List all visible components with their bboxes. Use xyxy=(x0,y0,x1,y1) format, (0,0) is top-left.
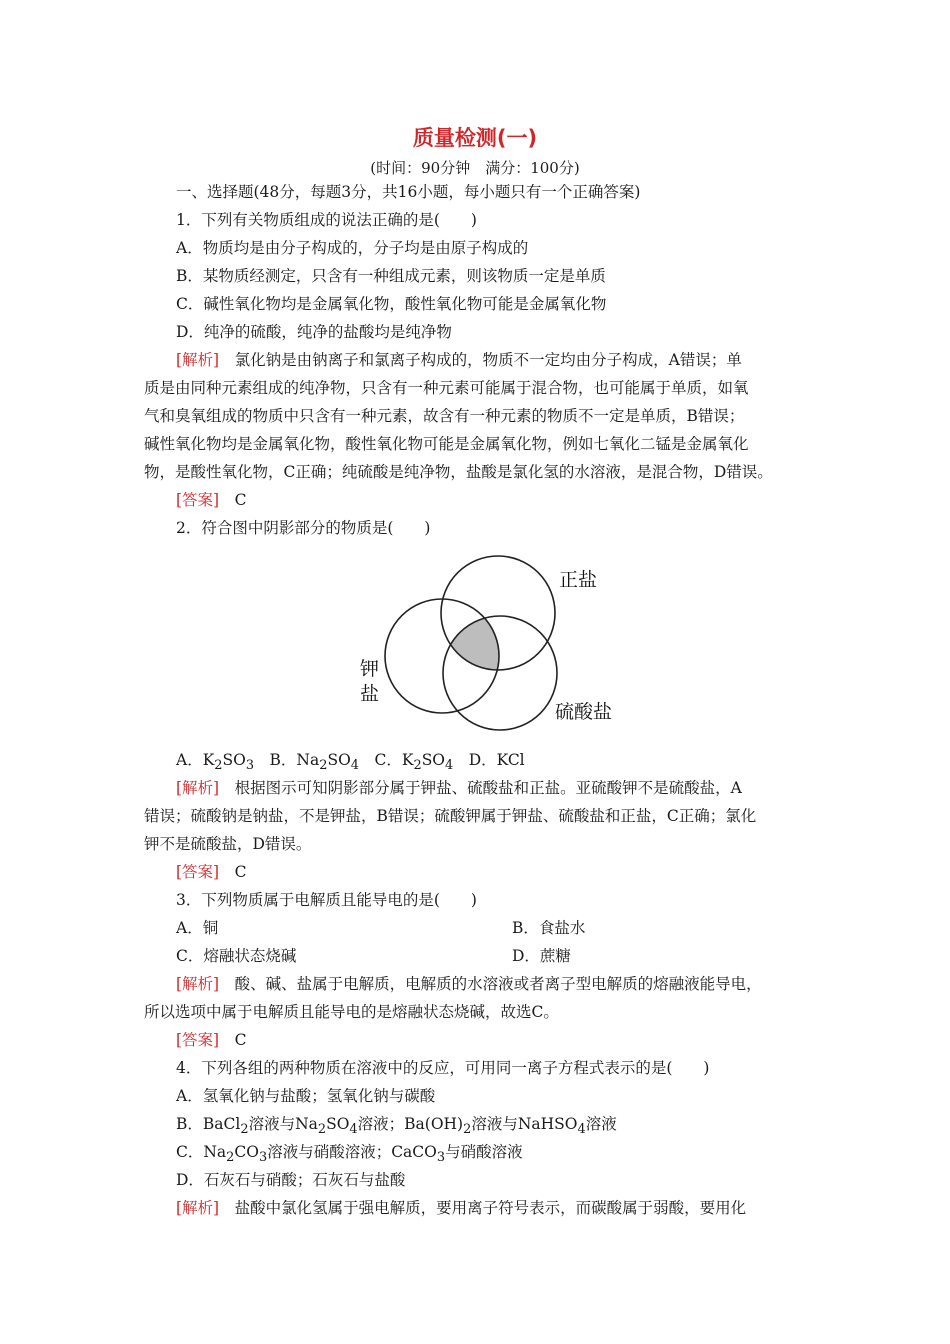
q3-option-d: D．蔗糖 xyxy=(512,947,571,965)
q3-analysis-line-2: 所以选项中属于电解质且能导电的是熔融状态烧碱，故选C。 xyxy=(144,1003,559,1021)
q1-analysis-line-5: 物，是酸性氧化物，C正确；纯硫酸是纯净物，盐酸是氯化氢的水溶液，是混合物，D错误。 xyxy=(144,463,773,481)
q2-analysis-line-3: 钾不是硫酸盐，D错误。 xyxy=(144,835,312,853)
q3-analysis-line-1: [解析] 酸、碱、盐属于电解质，电解质的水溶液或者离子型电解质的熔融液能导电， xyxy=(176,975,762,993)
analysis-tag: [解析] xyxy=(176,779,220,797)
q3-option-a: A．铜 xyxy=(176,919,219,937)
label-sulfate: 硫酸盐 xyxy=(555,701,613,723)
answer-tag: [答案] xyxy=(176,1031,220,1049)
answer-tag: [答案] xyxy=(176,863,220,881)
venn-diagram xyxy=(355,543,635,743)
q1-option-b: B．某物质经测定，只含有一种组成元素，则该物质一定是单质 xyxy=(176,267,606,285)
answer-tag: [答案] xyxy=(176,491,220,509)
q2-answer: [答案] C xyxy=(176,863,247,881)
q4-option-d: D．石灰石与硝酸；石灰石与盐酸 xyxy=(176,1171,406,1189)
q1-option-a: A．物质均是由分子构成的，分子均是由原子构成的 xyxy=(176,239,529,257)
analysis-tag: [解析] xyxy=(176,1199,220,1217)
page-title: 质量检测(一) xyxy=(412,126,538,150)
q4-option-c: C．$Na_2CO_3$溶液与硝酸溶液；CaCO$_3$与硝酸溶液 xyxy=(176,1143,523,1166)
q4-option-b: B．BaCl$_2$溶液与$Na_2SO_4$溶液；$Ba(OH)_2$溶液与NaHSO$_4$溶液 xyxy=(176,1115,617,1138)
q1-analysis-line-4: 碱性氧化物均是金属氧化物，酸性氧化物可能是金属氧化物，例如七氧化二锰是金属氧化 xyxy=(144,435,749,453)
q3-option-b: B．食盐水 xyxy=(512,919,586,937)
q3-option-c: C．熔融状态烧碱 xyxy=(176,947,297,965)
q1-analysis-line-2: 质是由同种元素组成的纯净物，只含有一种元素可能属于混合物，也可能属于单质，如氧 xyxy=(144,379,749,397)
label-normal-salt: 正盐 xyxy=(559,569,598,591)
q3-stem: 3．下列物质属于电解质且能导电的是( ) xyxy=(176,891,477,909)
q1-option-d: D．纯净的硫酸，纯净的盐酸均是纯净物 xyxy=(176,323,452,341)
analysis-tag: [解析] xyxy=(176,975,220,993)
q4-stem: 4．下列各组的两种物质在溶液中的反应，可用同一离子方程式表示的是( ) xyxy=(176,1059,710,1077)
q1-stem: 1．下列有关物质组成的说法正确的是( ) xyxy=(176,211,477,229)
q1-analysis-line-1: [解析] 氯化钠是由钠离子和氯离子构成的，物质不一定均由分子构成，A错误；单 xyxy=(176,351,742,369)
q1-option-c: C．碱性氧化物均是金属氧化物，酸性氧化物可能是金属氧化物 xyxy=(176,295,607,313)
q1-analysis-line-3: 气和臭氧组成的物质中只含有一种元素，故含有一种元素的物质不一定是单质，B错误； xyxy=(144,407,745,425)
q2-options: A．$K_2SO_3$ B．$Na_2SO_4$ C．$K_2SO_4$ D．KCl xyxy=(176,751,525,774)
exam-info: (时间：90分钟 满分：100分) xyxy=(370,159,580,177)
circle-sulfate xyxy=(443,616,557,730)
q2-stem: 2．符合图中阴影部分的物质是( ) xyxy=(176,519,431,537)
q3-answer: [答案] C xyxy=(176,1031,247,1049)
label-potassium-2: 盐 xyxy=(360,683,380,705)
q1-answer: [答案] C xyxy=(176,491,247,509)
analysis-tag: [解析] xyxy=(176,351,220,369)
q4-option-a: A．氢氧化钠与盐酸；氢氧化钠与碳酸 xyxy=(176,1087,436,1105)
section-heading: 一、选择题(48分，每题3分，共16小题，每小题只有一个正确答案) xyxy=(176,183,641,201)
label-potassium-1: 钾 xyxy=(360,658,380,680)
q2-analysis-line-1: [解析] 根据图示可知阴影部分属于钾盐、硫酸盐和正盐。亚硫酸钾不是硫酸盐，A xyxy=(176,779,742,797)
q2-analysis-line-2: 错误；硫酸钠是钠盐，不是钾盐，B错误；硫酸钾属于钾盐、硫酸盐和正盐，C正确；氯化 xyxy=(144,807,757,825)
q4-analysis-line-1: [解析] 盐酸中氯化氢属于强电解质，要用离子符号表示，而碳酸属于弱酸，要用化 xyxy=(176,1199,747,1217)
